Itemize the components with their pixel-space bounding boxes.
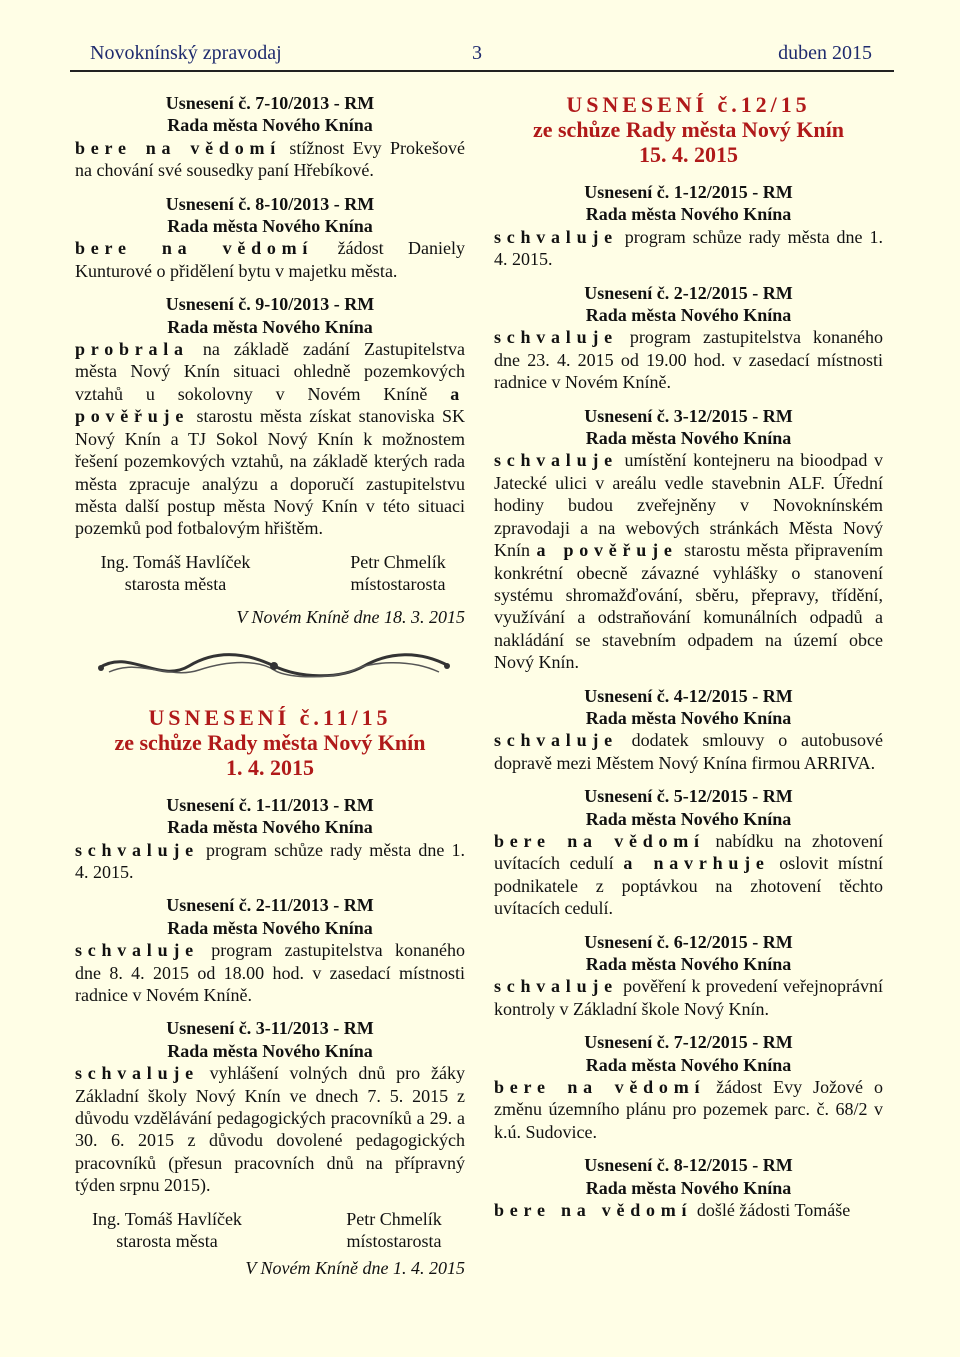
resolution-keyword: bere na vědomí [75, 137, 281, 158]
council-name: Rada města Nového Knína [585, 707, 792, 728]
resolution-keyword: a pověřuje [536, 540, 678, 561]
resolution-8-12 [494, 1154, 883, 1221]
resolution-2-12 [494, 282, 883, 394]
signature-mayor: Ing. Tomáš Havlíček starosta města [100, 551, 251, 595]
resolution-number: Usnesení č. 2-11/2013 - RM [166, 895, 374, 916]
issue-date: duben 2015 [778, 42, 872, 64]
resolution-keyword: schvaluje [494, 226, 618, 247]
resolution-keyword: bere na vědomí [494, 830, 705, 851]
resolution-keyword: schvaluje [494, 327, 618, 348]
resolution-number: Usnesení č. 3-11/2013 - RM [166, 1018, 374, 1039]
resolution-keyword: a navrhuje [623, 853, 770, 874]
resolution-text: schvaluje program schůze rady města dne 1. 4. 2015. [75, 839, 465, 882]
resolution-2-11 [75, 894, 465, 1006]
resolution-6-12 [494, 931, 883, 1021]
page-header [70, 40, 894, 72]
resolution-keyword: schvaluje [494, 450, 618, 471]
council-name: Rada města Nového Knína [585, 1054, 792, 1075]
resolution-text: bere na vědomí stížnost Evy Prokešové na chování své sousedky paní Hřebíkové. [75, 137, 465, 181]
council-name: Rada města Nového Knína [585, 305, 792, 326]
council-name: Rada města Nového Knína [585, 428, 792, 449]
council-name: Rada města Nového Knína [585, 954, 792, 974]
council-name: Rada města Nového Knína [167, 115, 373, 136]
resolution-number: Usnesení č. 4-12/2015 - RM [584, 685, 793, 706]
resolution-keyword: a pověřuje [75, 383, 465, 427]
resolution-5-12 [494, 785, 883, 919]
resolution-keyword: bere na vědomí [494, 1200, 693, 1221]
resolution-number: Usnesení č. 6-12/2015 - RM [584, 931, 793, 952]
resolution-number: Usnesení č. 7-12/2015 - RM [584, 1032, 793, 1053]
resolution-keyword: bere na vědomí [75, 238, 314, 259]
left-column [75, 92, 465, 1279]
resolution-keyword: schvaluje [75, 1063, 199, 1084]
council-name: Rada města Nového Knína [167, 817, 373, 838]
resolution-keyword: bere na vědomí [494, 1077, 706, 1098]
resolution-keyword: schvaluje [75, 940, 199, 961]
resolution-7-10 [75, 92, 465, 182]
resolution-9-10 [75, 293, 465, 539]
resolution-keyword: probrala [75, 339, 189, 360]
resolution-3-12 [494, 405, 883, 674]
newsletter-title: Novoknínský zpravodaj [90, 42, 282, 64]
resolution-number: Usnesení č. 1-11/2013 - RM [166, 794, 374, 815]
resolution-number: Usnesení č. 3-12/2015 - RM [584, 405, 793, 426]
page-number: 3 [472, 42, 482, 64]
place-date: V Novém Kníně dne 18. 3. 2015 [236, 606, 465, 627]
resolution-keyword: schvaluje [75, 839, 199, 860]
resolution-text: bere na vědomí žádost Daniely Kunturové o přidělení bytu v majetku města. [75, 238, 465, 281]
section-title-12: USNESENÍ č.12/15 ze schůze Rady města Nový Knín 15. 4. 2015 [532, 92, 845, 167]
signatures [75, 551, 465, 599]
council-name: Rada města Nového Knína [585, 808, 792, 829]
resolution-number: Usnesení č. 1-12/2015 - RM [584, 182, 793, 202]
resolution-text: schvaluje dodatek smlouvy o autobusové dopravě mezi Městem Nový Knína firmou ARRIVA. [494, 730, 883, 773]
resolution-number: Usnesení č. 7-10/2013 - RM [165, 93, 375, 113]
resolution-text: bere na vědomí došlé žádosti Tomáše [494, 1200, 851, 1221]
resolution-1-12 [494, 181, 883, 271]
resolution-text: schvaluje pověření k provedení veřejnoprávní kontroly v Základní škole Nový Knín. [494, 976, 883, 1019]
resolution-text: schvaluje program zastupitelstva konaného dne 23. 4. 2015 od 19.00 hod. v zasedací místnosti radnice v Novém Kníně. [494, 327, 883, 393]
council-name: Rada města Nového Knína [167, 917, 373, 938]
resolution-4-12 [494, 685, 883, 775]
signatures [75, 1208, 465, 1256]
resolution-1-11 [75, 794, 465, 884]
signature-deputy: Petr Chmelík místostarosta [346, 1208, 442, 1252]
resolution-7-12 [494, 1031, 883, 1143]
council-name: Rada města Nového Knína [167, 1040, 373, 1061]
resolution-text: schvaluje vyhlášení volných dnů pro žáky Základní školy Nový Knín ve dnech 7. 5. 2015 z důvodu vzdělávání pedagogických pracovníků a 29. a 30. 6. 2015 z důvodu dovolené pedagogických pracovníků (přesun pracovních dnů na přípravný týden srpnu 2015). [75, 1063, 465, 1196]
council-name: Rada města Nového Knína [167, 216, 373, 237]
resolution-text: schvaluje umístění kontejneru na bioodpad v Jatecké ulici v areálu vedle stavebnin ALF. Úřední hodiny budou zveřejněny v Novoknínském zpravodaji a na webových stránkách Města Nový Knín a pověřuje starostu města připravením konkrétní obecně závazné vyhlášky o stanovení systému shromažďování, sběru, přepravy, třídění, využívání a odstraňování komunálních odpadů a nakládání se stavebním odpadem na území obce Nový Knín. [494, 450, 884, 673]
council-name: Rada města Nového Knína [167, 316, 373, 337]
place-date: V Novém Kníně dne 1. 4. 2015 [245, 1257, 465, 1278]
signature-mayor: Ing. Tomáš Havlíček starosta města [92, 1208, 242, 1252]
council-name: Rada města Nového Knína [585, 1177, 792, 1198]
right-column [494, 92, 883, 1232]
resolution-keyword: schvaluje [494, 730, 618, 751]
resolution-8-10 [75, 193, 465, 283]
resolution-text: bere na vědomí žádost Evy Jožové o změnu územního plánu pro pozemek parc. č. 68/2 v k.ú. Sudovice. [494, 1077, 883, 1142]
resolution-keyword: schvaluje [494, 976, 618, 997]
resolution-number: Usnesení č. 8-10/2013 - RM [165, 193, 375, 214]
resolution-text: schvaluje program zastupitelstva konaného dne 8. 4. 2015 od 18.00 hod. v zasedací místnosti radnice v Novém Kníně. [75, 940, 465, 1005]
resolution-text: probrala na základě zadání Zastupitelstva města Nový Knín situaci ohledně pozemkových vztahů u sokolovny v Novém Kníně a pověřuje starostu města získat stanoviska SK Nový Knín a TJ Sokol Nový Knín k možnostem řešení pozemkových vztahů, na základě kterých rada města zpracuje analýzu a doporučí zastupitelstvu města další postup města Nový Knín v této situaci pozemků pod fotbalovým hřištěm. [75, 339, 465, 539]
resolution-number: Usnesení č. 5-12/2015 - RM [584, 786, 793, 807]
section-title-11: USNESENÍ č.11/15 ze schůze Rady města Nový Knín 1. 4. 2015 [114, 704, 426, 780]
resolution-number: Usnesení č. 9-10/2013 - RM [165, 294, 375, 315]
council-name: Rada města Nového Knína [585, 204, 792, 225]
resolution-text: schvaluje program schůze rady města dne 1. 4. 2015. [494, 226, 883, 270]
ornament-divider [89, 646, 459, 686]
resolution-3-11 [75, 1017, 465, 1196]
signature-deputy: Petr Chmelík místostarosta [350, 551, 446, 595]
resolution-text: bere na vědomí nabídku na zhotovení uvítacích cedulí a navrhuje oslovit místní podnikatele z poptávkou na zhotovení těchto uvítacích cedulí. [494, 830, 884, 919]
resolution-number: Usnesení č. 8-12/2015 - RM [584, 1155, 793, 1176]
resolution-number: Usnesení č. 2-12/2015 - RM [584, 282, 793, 303]
